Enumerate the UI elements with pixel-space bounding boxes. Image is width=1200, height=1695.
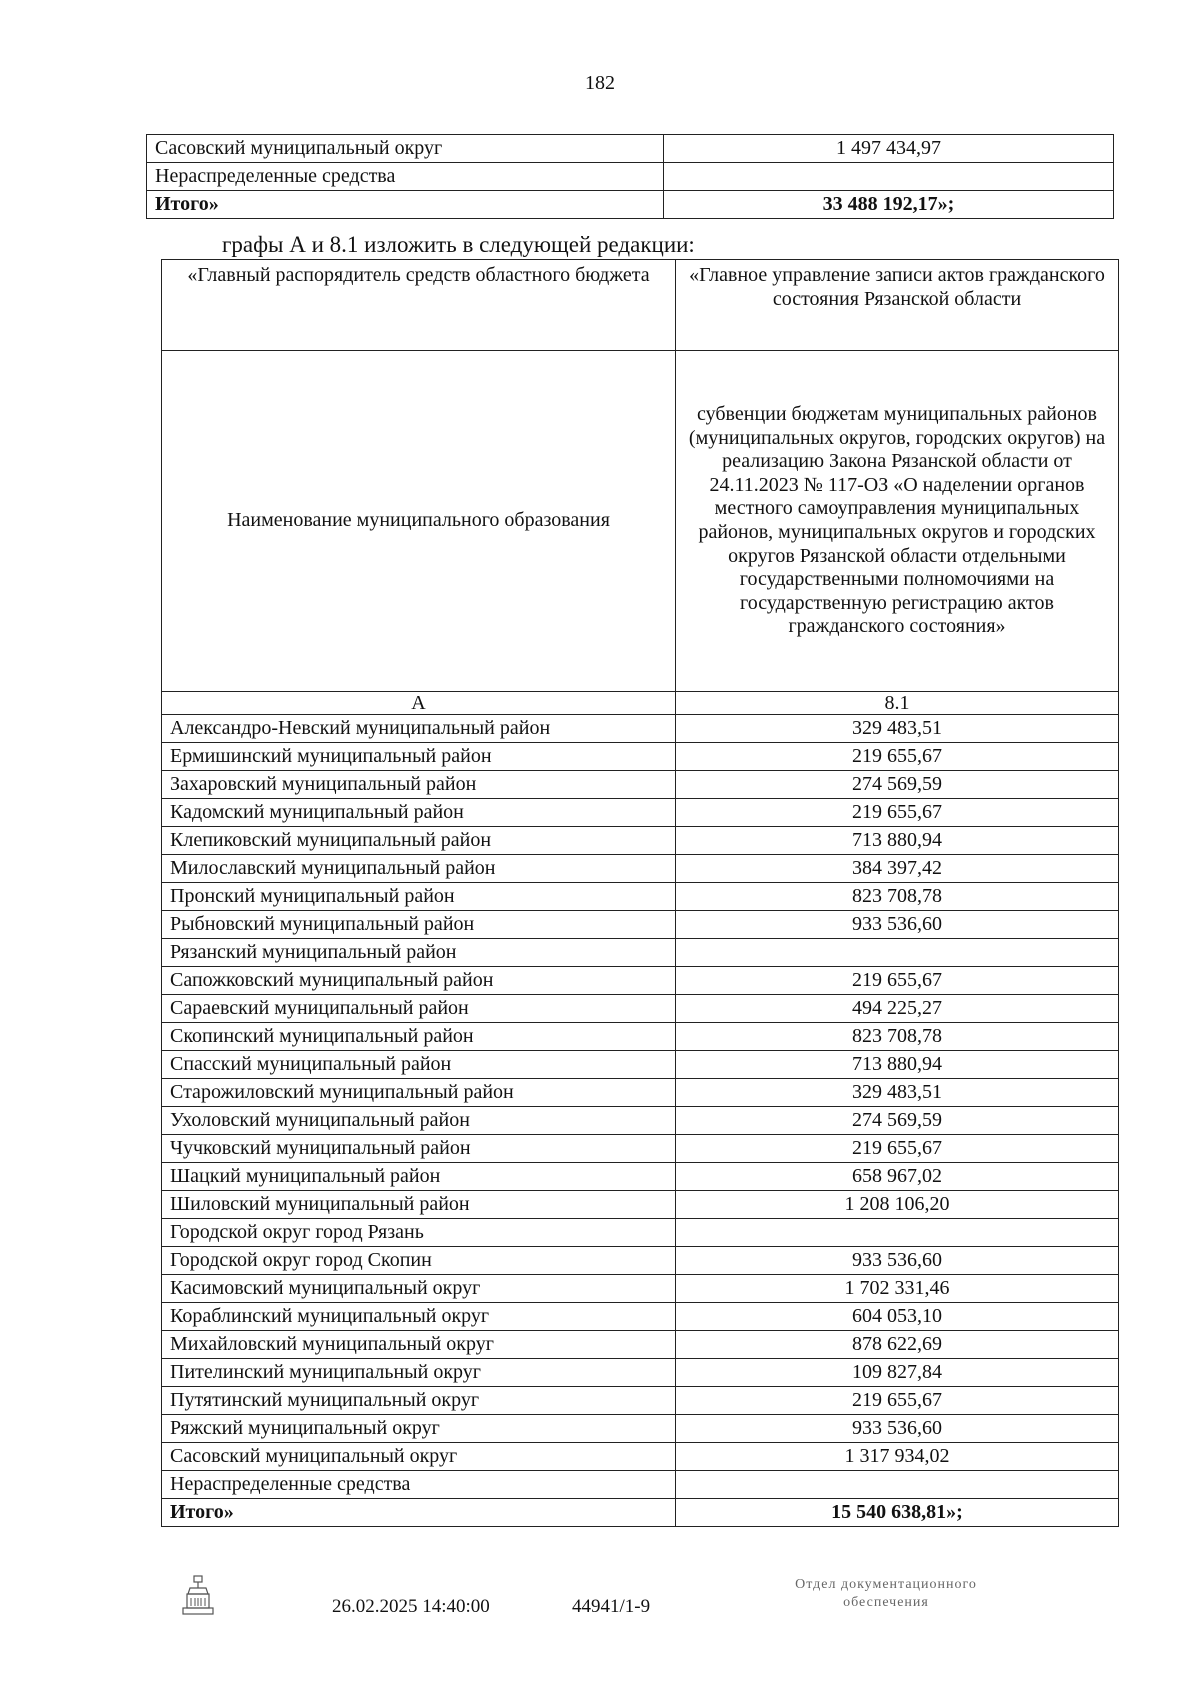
row-value: 713 880,94 <box>676 1051 1119 1079</box>
table-row <box>162 827 1119 855</box>
table-row <box>162 771 1119 799</box>
table-row <box>162 855 1119 883</box>
row-value: 274 569,59 <box>676 771 1119 799</box>
row-value: 494 225,27 <box>676 995 1119 1023</box>
table-row <box>162 1471 1119 1499</box>
total-value: 33 488 192,17»; <box>664 191 1114 219</box>
row-value: 219 655,67 <box>676 743 1119 771</box>
previous-table-end <box>146 134 1114 219</box>
row-name: Нераспределенные средства <box>147 163 664 191</box>
row-value: 219 655,67 <box>676 799 1119 827</box>
table-row <box>162 995 1119 1023</box>
row-name: Чучковский муниципальный район <box>162 1135 676 1163</box>
row-value: 658 967,02 <box>676 1163 1119 1191</box>
row-value: 329 483,51 <box>676 1079 1119 1107</box>
row-value <box>664 163 1114 191</box>
row-value: 878 622,69 <box>676 1331 1119 1359</box>
header-description-row <box>162 351 1119 692</box>
row-value: 713 880,94 <box>676 827 1119 855</box>
row-name: Кадомский муниципальный район <box>162 799 676 827</box>
row-name: Городской округ город Рязань <box>162 1219 676 1247</box>
row-name: Сасовский муниципальный округ <box>162 1443 676 1471</box>
row-value: 219 655,67 <box>676 1135 1119 1163</box>
row-name: Ермишинский муниципальный район <box>162 743 676 771</box>
table-row <box>162 1079 1119 1107</box>
total-row <box>147 191 1114 219</box>
row-name: Старожиловский муниципальный район <box>162 1079 676 1107</box>
row-name: Ряжский муниципальный округ <box>162 1415 676 1443</box>
row-value: 109 827,84 <box>676 1359 1119 1387</box>
row-name: Сараевский муниципальный район <box>162 995 676 1023</box>
row-name: Пителинский муниципальный округ <box>162 1359 676 1387</box>
header-col2-title: «Главное управление записи актов гражданского состояния Рязанской области <box>676 260 1119 351</box>
row-name: Спасский муниципальный район <box>162 1051 676 1079</box>
table-row <box>162 1219 1119 1247</box>
row-name: Сасовский муниципальный округ <box>147 135 664 163</box>
row-value <box>676 939 1119 967</box>
table-row <box>162 799 1119 827</box>
row-name: Александро-Невский муниципальный район <box>162 715 676 743</box>
header-col1-title: «Главный распорядитель средств областного бюджета <box>162 260 676 351</box>
table-row <box>162 883 1119 911</box>
table-row <box>162 1023 1119 1051</box>
total-label: Итого» <box>162 1499 676 1527</box>
header-row <box>162 260 1119 351</box>
row-value: 823 708,78 <box>676 883 1119 911</box>
row-value: 604 053,10 <box>676 1303 1119 1331</box>
total-row <box>162 1499 1119 1527</box>
row-value <box>676 1471 1119 1499</box>
column-letter-a: А <box>162 692 676 715</box>
table-row <box>162 1135 1119 1163</box>
table-row <box>162 743 1119 771</box>
row-name: Пронский муниципальный район <box>162 883 676 911</box>
row-name: Михайловский муниципальный округ <box>162 1331 676 1359</box>
row-name: Захаровский муниципальный район <box>162 771 676 799</box>
main-table <box>161 259 1119 1527</box>
footer-date: 26.02.2025 14:40:00 <box>332 1596 490 1617</box>
table-row <box>162 1387 1119 1415</box>
table-row <box>162 1247 1119 1275</box>
footer-document-code: 44941/1-9 <box>572 1596 651 1617</box>
table-row <box>147 163 1114 191</box>
row-value: 1 317 934,02 <box>676 1443 1119 1471</box>
row-value: 933 536,60 <box>676 1415 1119 1443</box>
emblem-icon <box>178 1574 218 1618</box>
table-row <box>162 1051 1119 1079</box>
row-value: 1 497 434,97 <box>664 135 1114 163</box>
table-row <box>162 1107 1119 1135</box>
stamp-line-1: Отдел документационного <box>795 1577 977 1592</box>
row-value: 1 208 106,20 <box>676 1191 1119 1219</box>
footer-stamp <box>736 1576 1036 1612</box>
table-row <box>162 1303 1119 1331</box>
table-row <box>162 1275 1119 1303</box>
header-col1-subtitle: Наименование муниципального образования <box>162 351 676 692</box>
row-value: 823 708,78 <box>676 1023 1119 1051</box>
row-name: Рязанский муниципальный район <box>162 939 676 967</box>
row-value <box>676 1219 1119 1247</box>
page-number: 182 <box>585 72 615 94</box>
row-value: 219 655,67 <box>676 1387 1119 1415</box>
row-name: Кораблинский муниципальный округ <box>162 1303 676 1331</box>
row-value: 274 569,59 <box>676 1107 1119 1135</box>
table-row <box>162 1331 1119 1359</box>
column-index-row <box>162 692 1119 715</box>
row-name: Касимовский муниципальный округ <box>162 1275 676 1303</box>
row-name: Сапожковский муниципальный район <box>162 967 676 995</box>
table-row <box>162 1191 1119 1219</box>
row-name: Шиловский муниципальный район <box>162 1191 676 1219</box>
table-row <box>162 1415 1119 1443</box>
row-value: 933 536,60 <box>676 1247 1119 1275</box>
row-value: 329 483,51 <box>676 715 1119 743</box>
table-row <box>162 1163 1119 1191</box>
table-row <box>162 911 1119 939</box>
table-row <box>162 715 1119 743</box>
row-name: Ухоловский муниципальный район <box>162 1107 676 1135</box>
table-row <box>147 135 1114 163</box>
row-value: 1 702 331,46 <box>676 1275 1119 1303</box>
table-row <box>162 1443 1119 1471</box>
row-name: Шацкий муниципальный район <box>162 1163 676 1191</box>
row-value: 933 536,60 <box>676 911 1119 939</box>
row-value: 384 397,42 <box>676 855 1119 883</box>
total-value: 15 540 638,81»; <box>676 1499 1119 1527</box>
row-name: Клепиковский муниципальный район <box>162 827 676 855</box>
row-name: Скопинский муниципальный район <box>162 1023 676 1051</box>
header-col2-subtitle: субвенции бюджетам муниципальных районов (муниципальных округов, городских округов) на реализацию Закона Рязанской области от 24.11.2023 № 117-ОЗ «О наделении органов местного самоуправления муниципальных районов, муниципальных округов и городских округов Рязанской области отдельными государственными полномочиями на государственную регистрацию актов гражданского состояния» <box>676 351 1119 692</box>
stamp-line-2: обеспечения <box>843 1595 929 1611</box>
table-row <box>162 967 1119 995</box>
row-name: Городской округ город Скопин <box>162 1247 676 1275</box>
intro-text: графы А и 8.1 изложить в следующей редакции: <box>222 232 695 257</box>
row-name: Рыбновский муниципальный район <box>162 911 676 939</box>
row-name: Путятинский муниципальный округ <box>162 1387 676 1415</box>
row-name: Нераспределенные средства <box>162 1471 676 1499</box>
total-label: Итого» <box>147 191 664 219</box>
table-row <box>162 1359 1119 1387</box>
column-number-8-1: 8.1 <box>676 692 1119 715</box>
row-name: Милославский муниципальный район <box>162 855 676 883</box>
table-row <box>162 939 1119 967</box>
row-value: 219 655,67 <box>676 967 1119 995</box>
